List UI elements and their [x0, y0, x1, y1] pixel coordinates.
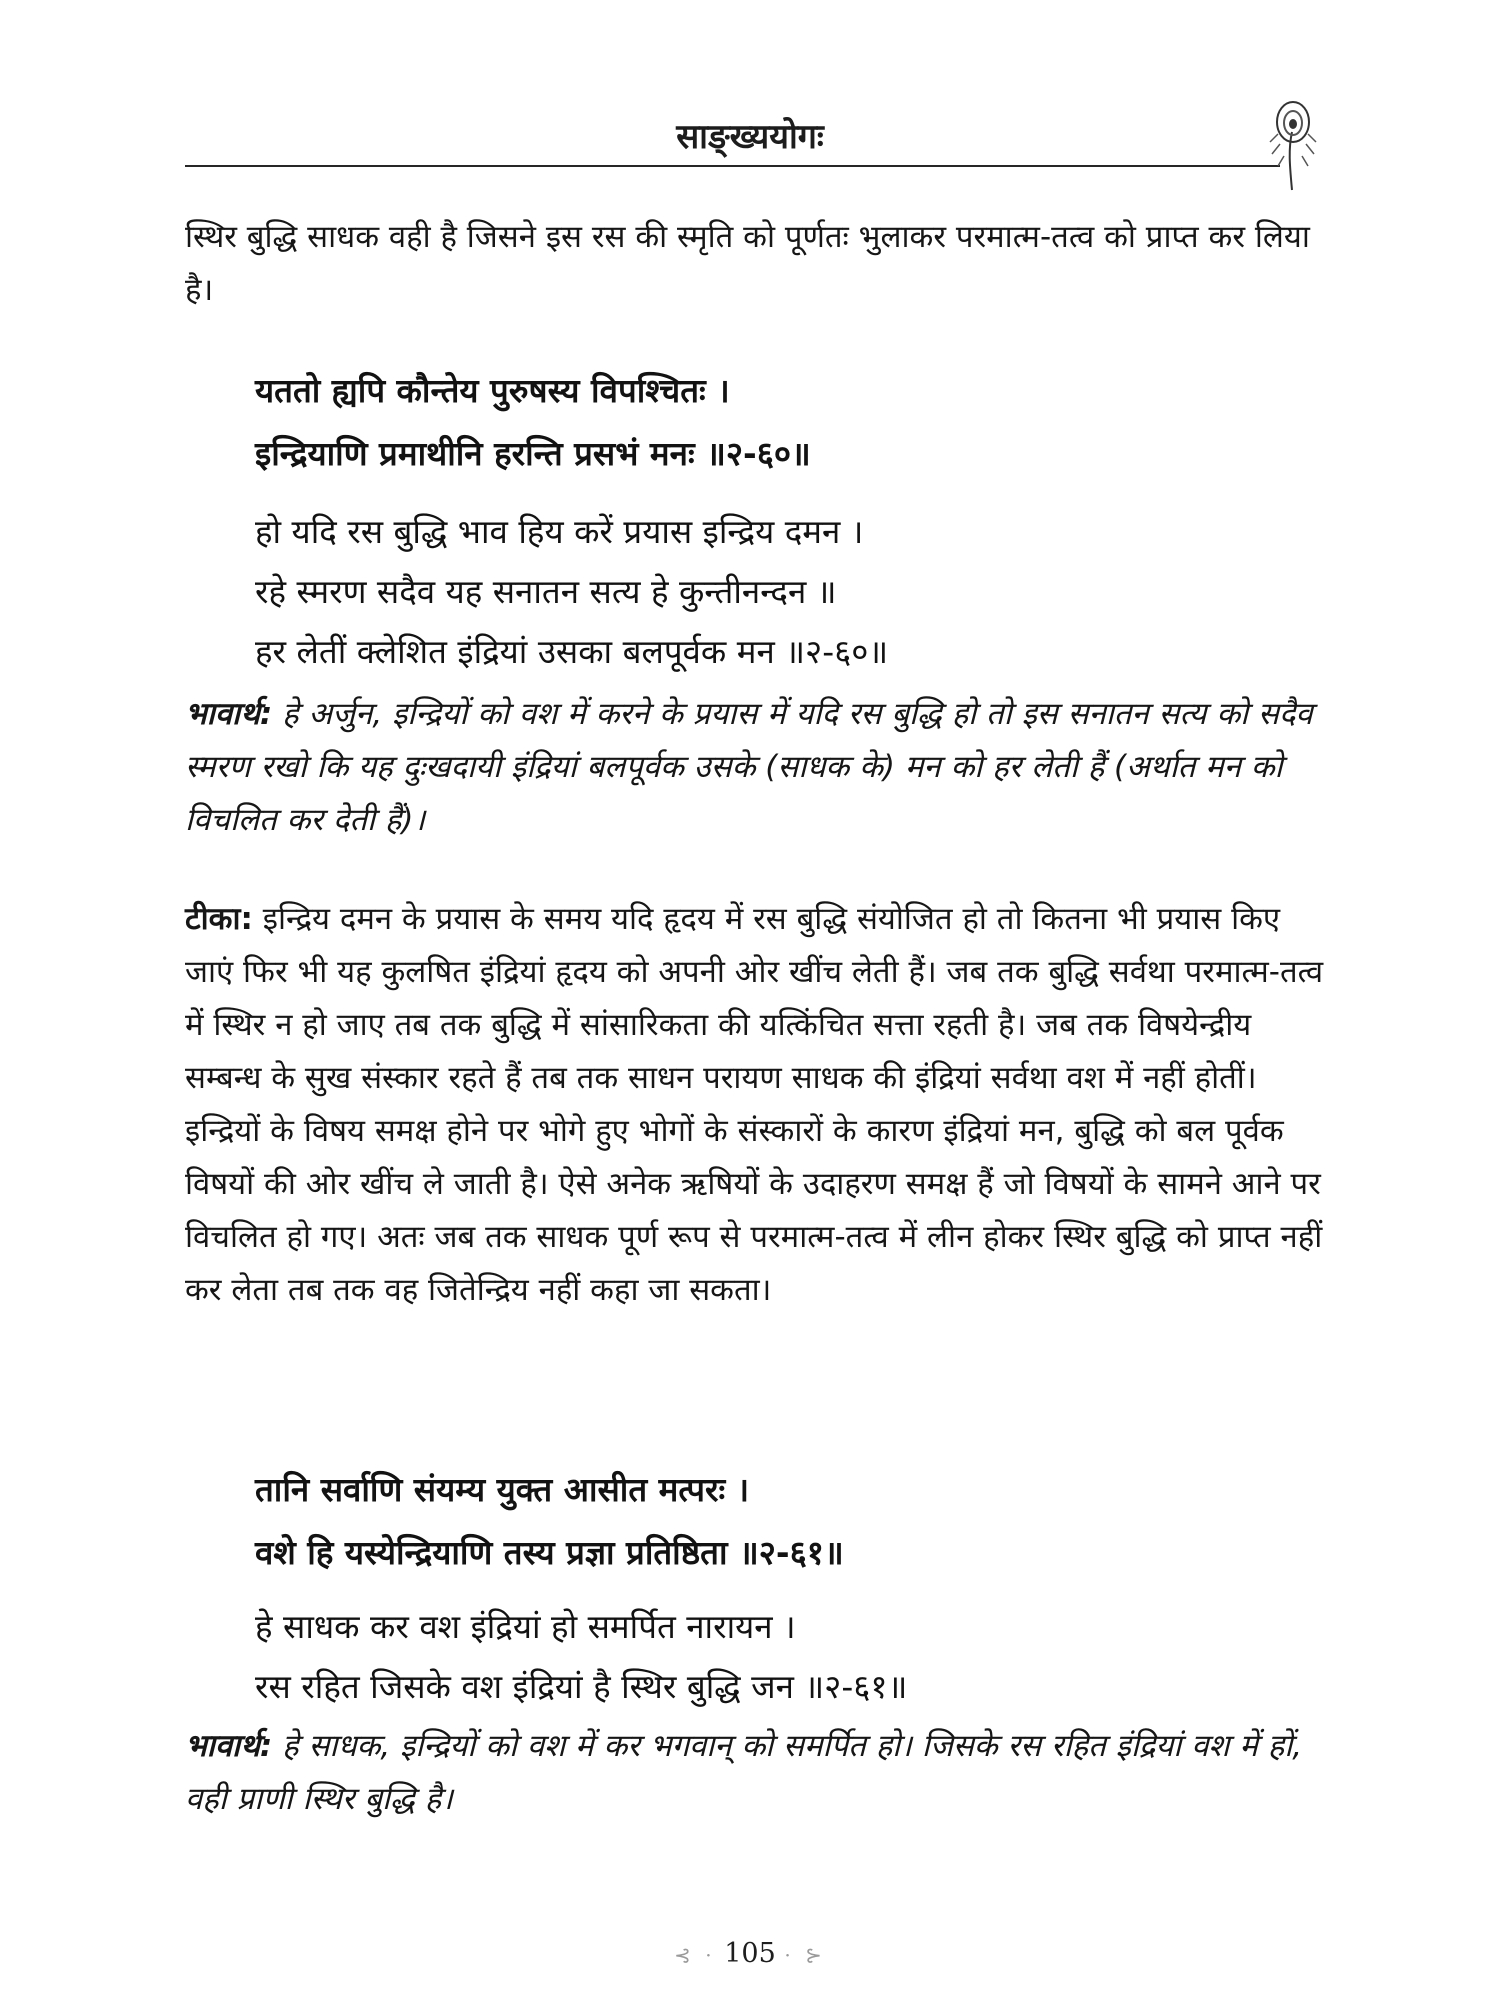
sanskrit-verse-2-60 — [255, 359, 811, 485]
bhavarth-text: हे अर्जुन, इन्द्रियों को वश में करने के प्रयास में यदि रस बुद्धि हो तो इस सनातन सत्य को सदैव स्मरण रखो कि यह दुःखदायी इंद्रियां बलपूर्वक उसके (साधक के) मन को हर लेती हैं (अर्थात मन को विचलित कर देती हैं)। — [185, 696, 1313, 838]
bhavarth-2-61 — [185, 1720, 1325, 1826]
peacock-feather-icon — [1262, 98, 1322, 194]
verse-line: वशे हि यस्येन्द्रियाणि तस्य प्रज्ञा प्रतिष्ठिता ॥२-६१॥ — [255, 1533, 844, 1572]
right-ornament: · ⊱ — [784, 1943, 826, 1967]
verse-line: यततो ह्यपि कौन्तेय पुरुषस्य विपश्चितः । — [255, 371, 730, 410]
intro-paragraph: स्थिर बुद्धि साधक वही है जिसने इस रस की स्मृति को पूर्णतः भुलाकर परमात्म-तत्व को प्राप्त कर लिया है। — [185, 219, 1310, 308]
verse-line: तानि सर्वाणि संयम्य युक्त आसीत मत्परः । — [255, 1470, 750, 1509]
bhavarth-label: भावार्थ: — [185, 696, 273, 732]
left-ornament: ⊰ · — [674, 1943, 716, 1967]
page-number-footer — [0, 1938, 1500, 1969]
verse-line: हो यदि रस बुद्धि भाव हिय करें प्रयास इन्द्रिय दमन । — [255, 512, 864, 551]
sanskrit-verse-2-61 — [255, 1458, 844, 1584]
header-rule — [185, 165, 1280, 167]
tika-2-60 — [185, 893, 1325, 1317]
verse-line: हे साधक कर वश इंद्रियां हो समर्पित नारायन । — [255, 1607, 796, 1646]
bhavarth-text: हे साधक, इन्द्रियों को वश में कर भगवान् को समर्पित हो। जिसके रस रहित इंद्रियां वश में हों, वही प्राणी स्थिर बुद्धि है। — [185, 1728, 1303, 1817]
tika-text: इन्द्रिय दमन के प्रयास के समय यदि हृदय में रस बुद्धि संयोजित हो तो कितना भी प्रयास किए जाएं फिर भी यह कुलषित इंद्रियां हृदय को अपनी ओर खींच लेती हैं। जब तक बुद्धि सर्वथा परमात्म-तत्व में स्थिर न हो जाए तब तक बुद्धि में सांसारिकता की यत्किंचित सत्ता रहती है। जब तक विषयेन्द्रीय सम्बन्ध के सुख संस्कार रहते हैं तब तक साधन परायण साधक की इंद्रियां सर्वथा वश में नहीं होतीं। इन्द्रियों के विषय समक्ष होने पर भोगे हुए भोगों के संस्कारों के कारण इंद्रियां मन, बुद्धि को बल पूर्वक विषयों की ओर खींच ले जाती है। ऐसे अनेक ऋषियों के उदाहरण समक्ष हैं जो विषयों के सामने आने पर विचलित हो गए। अतः जब तक साधक पूर्ण रूप से परमात्म-तत्व में लीन होकर स्थिर बुद्धि को प्राप्त नहीं कर लेता तब तक वह जितेन्द्रिय नहीं कहा जा सकता। — [185, 901, 1324, 1308]
bhavarth-label: भावार्थ: — [185, 1728, 273, 1764]
verse-line: रस रहित जिसके वश इंद्रियां है स्थिर बुद्धि जन ॥२-६१॥ — [255, 1667, 908, 1706]
bhavarth-2-60 — [185, 688, 1325, 847]
verse-line: हर लेतीं क्लेशित इंद्रियां उसका बलपूर्वक मन ॥२-६०॥ — [255, 632, 889, 671]
tika-label: टीका: — [185, 901, 253, 937]
verse-line: इन्द्रियाणि प्रमाथीनि हरन्ति प्रसभं मनः ॥२-६०॥ — [255, 434, 811, 473]
hindi-verse-2-61 — [255, 1597, 907, 1717]
verse-line: रहे स्मरण सदैव यह सनातन सत्य हे कुन्तीनन्दन ॥ — [255, 572, 837, 611]
running-header-title: साङ्ख्ययोगः — [676, 117, 824, 157]
page-number: 105 — [724, 1938, 776, 1969]
hindi-verse-2-60 — [255, 502, 888, 682]
